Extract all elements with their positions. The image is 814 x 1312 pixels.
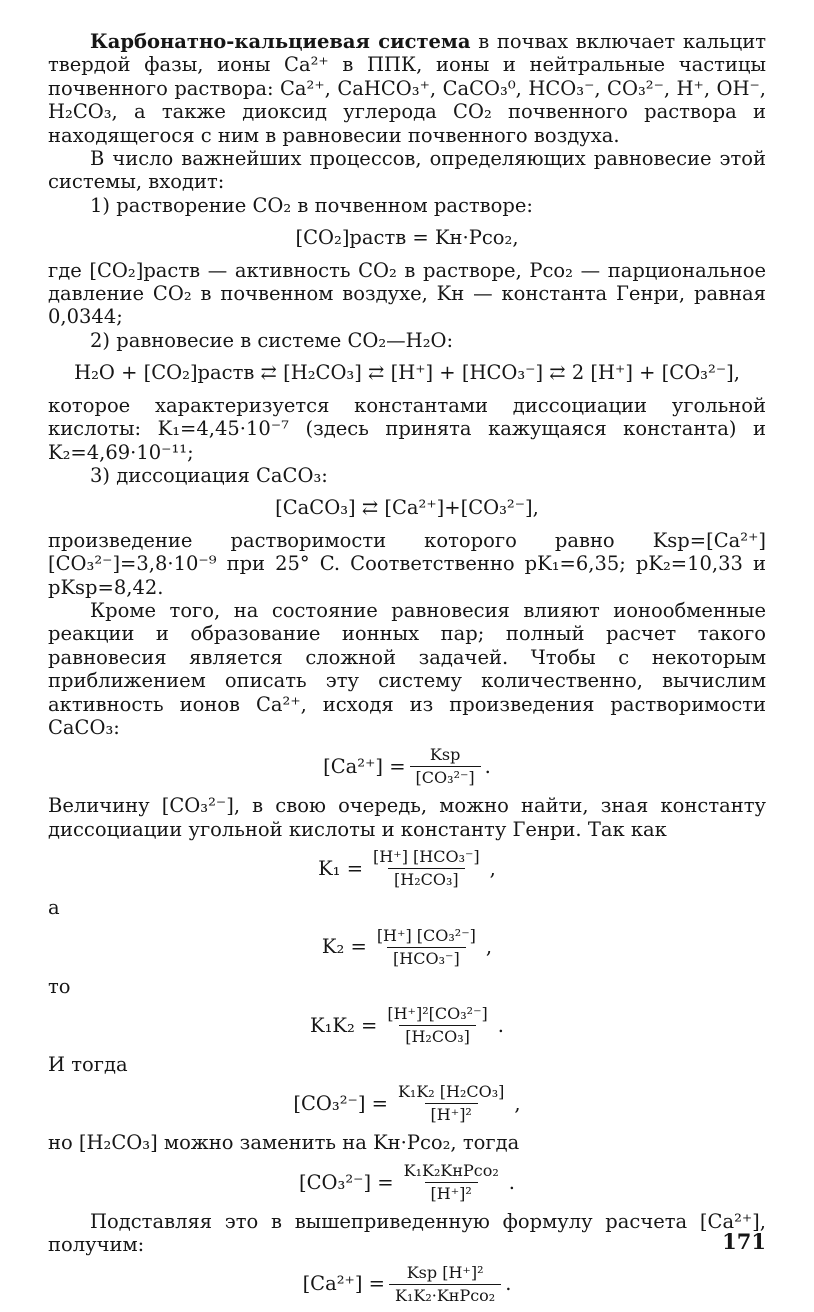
equation-dissociation: [CaCO₃] ⇄ [Ca²⁺]+[CO₃²⁻],	[275, 496, 539, 520]
page-number: 171	[722, 1229, 766, 1254]
formula-tail: .	[505, 1272, 512, 1296]
fraction	[367, 847, 486, 890]
formula-tail: .	[508, 1170, 515, 1194]
numerator: K₁K₂KнPco₂	[403, 1160, 499, 1180]
formula-tail: ,	[514, 1092, 521, 1116]
paragraph-processes: В число важнейших процессов, определяющих равновесие этой системы, входит:	[48, 147, 766, 194]
paragraph-constants: которое характеризуется константами диссоциации угольной кислоты: K₁=4,45·10⁻⁷ (здесь принята кажущаяся константа) и K₂=4,69·10⁻¹¹;	[48, 393, 766, 464]
formula-tail: ,	[489, 856, 496, 880]
list-item-3: 3) диссоциация CaCO₃:	[90, 463, 328, 487]
formula-tail: .	[497, 1013, 504, 1037]
formula-ca-final	[48, 1263, 766, 1306]
formula-lhs: K₁ =	[318, 856, 364, 880]
fraction	[410, 745, 481, 788]
paragraph-intro	[48, 30, 766, 147]
formula-lhs: [Ca²⁺] =	[302, 1272, 385, 1296]
connector-a: а	[48, 896, 60, 920]
paragraph-ion-exchange: Кроме того, на состояние равновесия влияют ионообменные реакции и образование ионных пар; полный расчет такого равновесия является сложной задачей. Чтобы с некоторым приближением описать эту систему количественно, вычислим активность ионов Ca²⁺, исходя из произведения растворимости CaCO₃:	[48, 598, 766, 739]
denominator: [H⁺]²	[425, 1182, 478, 1204]
fraction	[381, 1004, 493, 1047]
numerator: [H⁺] [CO₃²⁻]	[376, 925, 476, 945]
formula-lhs: K₂ =	[321, 935, 367, 959]
list-item-2: 2) равновесие в системе CO₂—H₂O:	[90, 328, 454, 352]
formula-co3-1	[48, 1082, 766, 1125]
formula-lhs: K₁K₂ =	[310, 1013, 378, 1037]
equation-equilibrium: H₂O + [CO₂]раств ⇄ [H₂CO₃] ⇄ [H⁺] + [HCO₃⁻] ⇄ 2 [H⁺] + [CO₃²⁻],	[74, 361, 740, 385]
denominator: [H⁺]²	[425, 1103, 478, 1125]
formula-lhs: [CO₃²⁻] =	[299, 1170, 394, 1194]
page-body	[48, 30, 766, 1312]
formula-tail: ,	[485, 935, 493, 959]
intro-text: в почвах включает кальцит твердой фазы, ионы Ca²⁺ в ППК, ионы и нейтральные частицы почвенного раствора: Ca²⁺, CaHCO₃⁺, CaCO₃⁰, HCO₃⁻, CO₃²⁻, H⁺, OH⁻, H₂CO₃, а также диоксид углерода CO₂ почвенного раствора и находящегося с ним в равновесии почвенного воздуха.	[48, 30, 766, 147]
paragraph-carbonate: Величину [CO₃²⁻], в свою очередь, можно найти, зная константу диссоциации угольной кислоты и константу Генри. Так как	[48, 794, 766, 841]
connector-to: то	[48, 974, 71, 998]
formula-k2	[48, 926, 766, 969]
formula-co3-2	[48, 1161, 766, 1204]
denominator: [H₂CO₃]	[399, 1025, 476, 1047]
fraction	[389, 1263, 501, 1306]
numerator: [H⁺]²[CO₃²⁻]	[387, 1004, 488, 1023]
denominator: [CO₃²⁻]	[410, 766, 481, 788]
paragraph-substitute: Подставляя это в вышеприведенную формулу расчета [Ca²⁺], получим:	[48, 1209, 766, 1257]
formula-ca-activity	[48, 745, 766, 788]
numerator: K₁K₂ [H₂CO₃]	[397, 1082, 505, 1102]
numerator: [H⁺] [HCO₃⁻]	[373, 847, 480, 867]
denominator: [H₂CO₃]	[388, 868, 465, 890]
denominator: [HCO₃⁻]	[387, 947, 466, 969]
formula-k1	[48, 847, 766, 890]
equation-henry: [CO₂]раств = Kн·Pco₂,	[295, 226, 519, 250]
formula-tail: .	[484, 755, 491, 779]
numerator: Ksp [H⁺]²	[406, 1262, 484, 1282]
formula-k1k2	[48, 1004, 766, 1047]
paragraph-definitions: где [CO₂]раств — активность CO₂ в растворе, Pco₂ — парциональное давление CO₂ в почвенном воздухе, Kн — константа Генри, равная 0,0344;	[48, 258, 766, 329]
numerator: Ksp	[429, 745, 461, 765]
connector-i-togda: И тогда	[48, 1053, 128, 1076]
fraction	[392, 1082, 510, 1125]
fraction	[398, 1161, 505, 1204]
formula-lhs: [Ca²⁺] =	[323, 755, 406, 779]
denominator: K₁K₂·KнPco₂	[389, 1284, 501, 1306]
fraction	[371, 926, 482, 969]
term-heading: Карбонатно-кальциевая система	[90, 30, 471, 53]
paragraph-replace: но [H₂CO₃] можно заменить на Kн·Pco₂, тогда	[48, 1131, 520, 1155]
formula-lhs: [CO₃²⁻] =	[293, 1092, 388, 1116]
paragraph-solubility: произведение растворимости которого равно Ksp=[Ca²⁺][CO₃²⁻]=3,8·10⁻⁹ при 25° C. Соответственно pK₁=6,35; pK₂=10,33 и pKsp=8,42.	[48, 528, 766, 599]
list-item-1: 1) растворение CO₂ в почвенном растворе:	[90, 193, 533, 217]
